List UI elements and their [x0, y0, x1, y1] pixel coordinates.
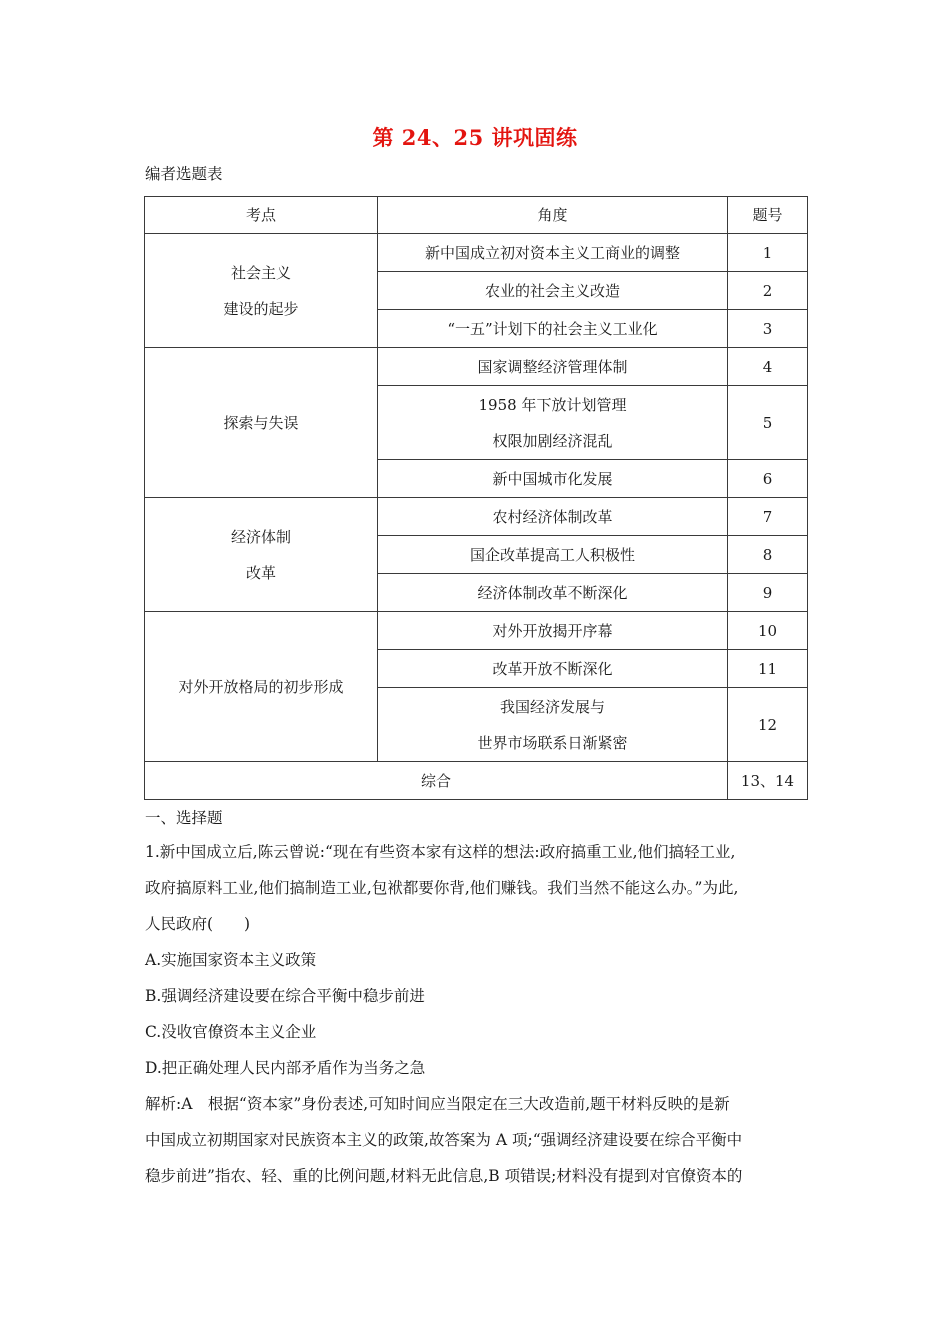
topic-line: 探索与失误	[223, 413, 299, 432]
angle-cell: 经济体制改革不断深化	[378, 574, 728, 612]
question-stem-line: 人民政府( )	[145, 915, 251, 933]
angle-cell: 新中国成立初对资本主义工商业的调整	[378, 234, 728, 272]
topic-cell	[145, 234, 378, 348]
question-selection-table	[144, 196, 808, 800]
topic-line: 建设的起步	[223, 299, 299, 318]
question-stem-line: 政府搞原料工业,他们搞制造工业,包袱都要你背,他们赚钱。我们当然不能这么办。”为此,	[145, 879, 739, 897]
number-cell: 6	[728, 460, 808, 498]
section-heading: 一、选择题	[145, 809, 223, 827]
angle-line: 权限加剧经济混乱	[492, 431, 613, 450]
page-title: 第 24、25 讲巩固练	[372, 125, 578, 150]
number-cell: 11	[728, 650, 808, 688]
number-cell: 3	[728, 310, 808, 348]
angle-cell: “一五”计划下的社会主义工业化	[378, 310, 728, 348]
topic-line: 改革	[245, 563, 276, 582]
table-row	[145, 498, 808, 536]
option-a: A.实施国家资本主义政策	[145, 951, 317, 969]
topic-line: 经济体制	[230, 527, 291, 546]
table-row	[145, 612, 808, 650]
question-1	[145, 834, 815, 1194]
number-cell: 8	[728, 536, 808, 574]
angle-line: 世界市场联系日渐紧密	[477, 733, 628, 752]
question-stem-line: 1.新中国成立后,陈云曾说:“现在有些资本家有这样的想法:政府搞重工业,他们搞轻工业,	[145, 843, 736, 861]
topic-line: 对外开放格局的初步形成	[178, 677, 344, 696]
number-cell: 5	[728, 386, 808, 460]
analysis-line: 中国成立初期国家对民族资本主义的政策,故答案为 A 项;“强调经济建设要在综合平衡中	[145, 1131, 743, 1149]
header-topic: 考点	[145, 197, 378, 234]
summary-number: 13、14	[728, 762, 808, 800]
analysis-line: 解析:A 根据“资本家”身份表述,可知时间应当限定在三大改造前,题干材料反映的是新	[145, 1095, 730, 1113]
topic-cell	[145, 348, 378, 498]
angle-cell	[378, 688, 728, 762]
angle-cell: 对外开放揭开序幕	[378, 612, 728, 650]
angle-cell: 新中国城市化发展	[378, 460, 728, 498]
summary-label: 综合	[145, 762, 728, 800]
option-d: D.把正确处理人民内部矛盾作为当务之急	[145, 1059, 426, 1077]
angle-cell	[378, 386, 728, 460]
table-row	[145, 348, 808, 386]
topic-line: 社会主义	[230, 263, 291, 282]
angle-cell: 农业的社会主义改造	[378, 272, 728, 310]
number-cell: 4	[728, 348, 808, 386]
table-caption: 编者选题表	[145, 165, 223, 183]
number-cell: 7	[728, 498, 808, 536]
number-cell: 10	[728, 612, 808, 650]
number-cell: 9	[728, 574, 808, 612]
option-b: B.强调经济建设要在综合平衡中稳步前进	[145, 987, 425, 1005]
table-row	[145, 234, 808, 272]
number-cell: 1	[728, 234, 808, 272]
angle-cell: 改革开放不断深化	[378, 650, 728, 688]
table-header-row	[145, 197, 808, 234]
number-cell: 2	[728, 272, 808, 310]
topic-cell	[145, 612, 378, 762]
angle-line: 1958 年下放计划管理	[478, 395, 627, 414]
number-cell: 12	[728, 688, 808, 762]
topic-cell	[145, 498, 378, 612]
header-angle: 角度	[378, 197, 728, 234]
angle-cell: 国家调整经济管理体制	[378, 348, 728, 386]
analysis-line: 稳步前进”指农、轻、重的比例问题,材料无此信息,B 项错误;材料没有提到对官僚资本的	[145, 1167, 743, 1185]
header-number: 题号	[728, 197, 808, 234]
angle-line: 我国经济发展与	[499, 697, 605, 716]
table-summary-row	[145, 762, 808, 800]
angle-cell: 农村经济体制改革	[378, 498, 728, 536]
option-c: C.没收官僚资本主义企业	[145, 1023, 317, 1041]
angle-cell: 国企改革提高工人积极性	[378, 536, 728, 574]
